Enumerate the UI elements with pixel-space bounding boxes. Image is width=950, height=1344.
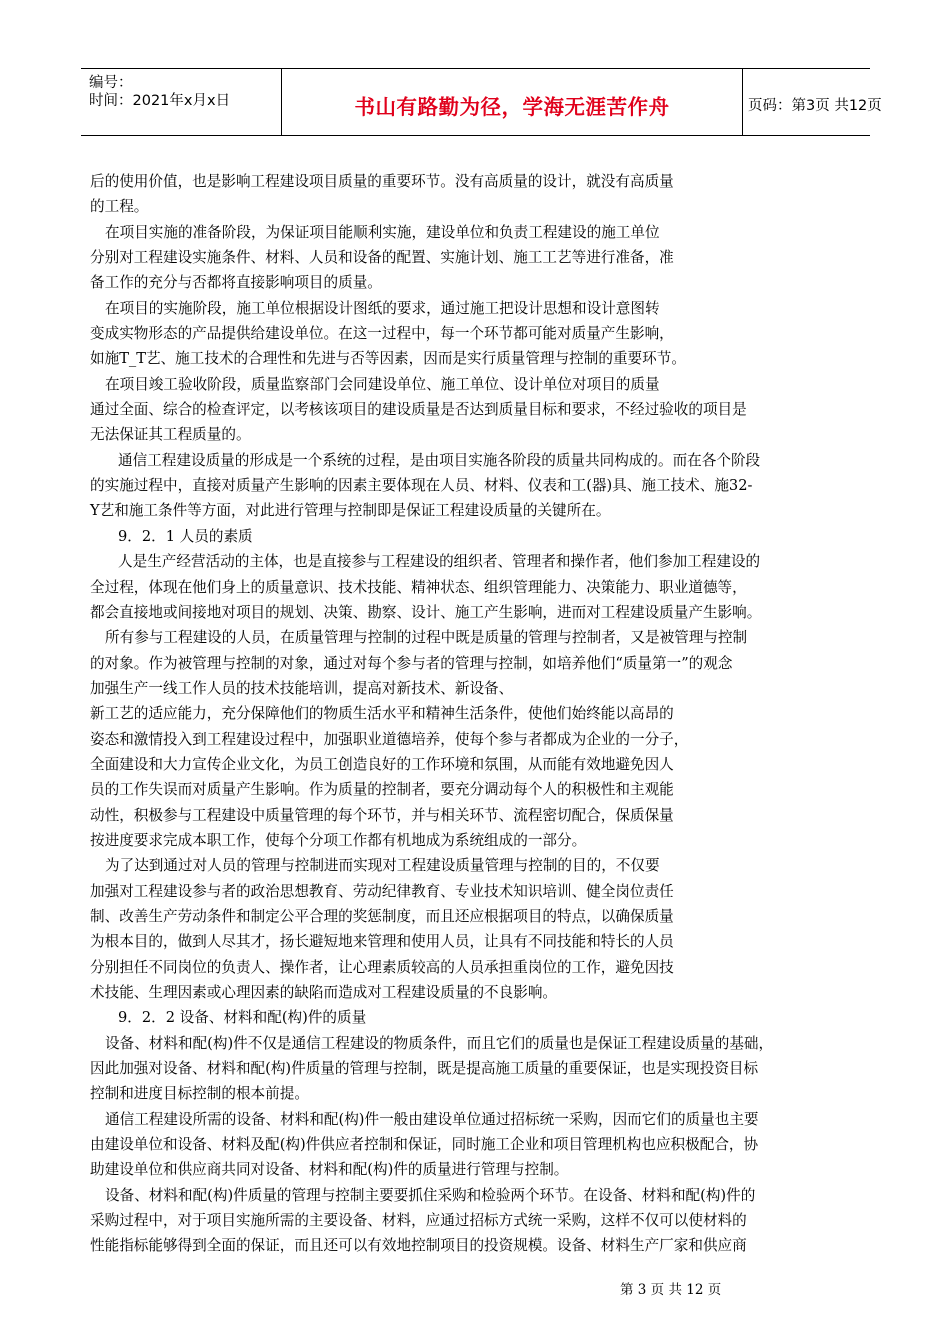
text-line: 的对象。作为被管理与控制的对象，通过对每个参与者的管理与控制，如培养他们“质量第一”的观念: [90, 654, 733, 672]
text-line: 控制和进度目标控制的根本前提。: [90, 1085, 309, 1103]
text-line: 加强生产一线工作人员的技术技能培训，提高对新技术、新设备、: [90, 679, 514, 697]
text-line: 助建设单位和供应商共同对设备、材料和配(构)件的质量进行管理与控制。: [90, 1161, 569, 1179]
page-header: [81, 68, 882, 136]
text-line: 在项目竣工验收阶段，质量监察部门会同建设单位、施工单位、设计单位对项目的质量: [105, 375, 660, 393]
section-heading: 9．2．2 设备、材料和配(构)件的质量: [118, 1009, 367, 1027]
text-line: 所有参与工程建设的人员，在质量管理与控制的过程中既是质量的管理与控制者，又是被管理与控制: [105, 629, 748, 647]
header-motto: 书山有路勤为径，学海无涯苦作舟: [354, 95, 670, 119]
page-footer: 第 3 页 共 12 页: [620, 1282, 722, 1298]
text-line: 通过全面、综合的检查评定，以考核该项目的建设质量是否达到质量目标和要求，不经过验收的项目是: [90, 401, 747, 419]
text-line: 人是生产经营活动的主体，也是直接参与工程建设的组织者、管理者和操作者，他们参加工程建设的: [118, 553, 761, 571]
text-line: 新工艺的适应能力，充分保障他们的物质生活水平和精神生活条件，使他们始终能以高昂的: [90, 705, 674, 723]
text-line: 由建设单位和设备、材料及配(构)件供应者控制和保证，同时施工企业和项目管理机构也应积极配合，协: [90, 1136, 759, 1154]
text-line: 术技能、生理因素或心理因素的缺陷而造成对工程建设质量的不良影响。: [90, 984, 558, 1001]
text-line: 的工程。: [90, 198, 149, 216]
header-page-info: 页码：第3页 共12页: [748, 98, 882, 114]
header-meta-cell: [81, 69, 281, 135]
text-line: 姿态和激情投入到工程建设过程中，加强职业道德培养，使每个参与者都成为企业的一分子，: [90, 730, 689, 748]
document-body: [90, 169, 870, 1259]
text-line: 按进度要求完成本职工作，使每个分项工作都有机地成为系统组成的一部分。: [90, 831, 587, 849]
text-line: 为了达到通过对人员的管理与控制进而实现对工程建设质量管理与控制的目的，不仅要: [105, 857, 660, 875]
text-line: 采购过程中，对于项目实施所需的主要设备、材料，应通过招标方式统一采购，这样不仅可以使材料的: [90, 1212, 747, 1230]
text-line: 动性，积极参与工程建设中质量管理的每个环节，并与相关环节、流程密切配合，保质保量: [90, 806, 674, 824]
text-line: 后的使用价值，也是影响工程建设项目质量的重要环节。没有高质量的设计，就没有高质量: [90, 173, 674, 190]
text-line: 备工作的充分与否都将直接影响项目的质量。: [90, 274, 382, 292]
text-line: 性能指标能够得到全面的保证，而且还可以有效地控制项目的投资规模。设备、材料生产厂家和供应商: [90, 1237, 747, 1255]
text-line: 设备、材料和配(构)件不仅是通信工程建设的物质条件，而且它们的质量也是保证工程建设质量的基础，: [105, 1034, 774, 1052]
header-page-cell: [742, 69, 882, 135]
section-heading: 9．2．1 人员的素质: [118, 527, 253, 545]
text-line: 加强对工程建设参与者的政治思想教育、劳动纪律教育、专业技术知识培训、健全岗位责任: [90, 882, 674, 900]
text-line: 为根本目的，做到人尽其才，扬长避短地来管理和使用人员，让具有不同技能和特长的人员: [90, 933, 674, 951]
document-time-label: 时间：2021年x月x日: [89, 93, 231, 109]
text-line: 分别担任不同岗位的负责人、操作者，让心理素质较高的人员承担重岗位的工作，避免因技: [90, 958, 674, 976]
text-line: Y艺和施工条件等方面，对此进行管理与控制即是保证工程建设质量的关键所在。: [90, 502, 611, 520]
text-line: 员的工作失误而对质量产生影响。作为质量的控制者，要充分调动每个人的积极性和主观能: [90, 781, 674, 799]
text-line: 全过程，体现在他们身上的质量意识、技术技能、精神状态、组织管理能力、决策能力、职业道德等，: [90, 578, 747, 596]
text-line: 在项目的实施阶段，施工单位根据设计图纸的要求，通过施工把设计思想和设计意图转: [105, 299, 660, 317]
text-line: 通信工程建设所需的设备、材料和配(构)件一般由建设单位通过招标统一采购，因而它们的质量也主要: [105, 1110, 759, 1128]
header-motto-cell: [281, 69, 743, 135]
text-line: 变成实物形态的产品提供给建设单位。在这一过程中，每一个环节都可能对质量产生影响，: [90, 325, 674, 343]
text-line: 因此加强对设备、材料和配(构)件质量的管理与控制，既是提高施工质量的重要保证，也是实现投资目标: [90, 1060, 759, 1078]
text-line: 的实施过程中，直接对质量产生影响的因素主要体现在人员、材料、仪表和工(器)具、施工技术、施32-: [90, 477, 753, 495]
text-line: 在项目实施的准备阶段，为保证项目能顺利实施，建设单位和负责工程建设的施工单位: [105, 223, 660, 241]
text-line: 全面建设和大力宣传企业文化，为员工创造良好的工作环境和氛围，从而能有效地避免因人: [90, 755, 674, 773]
text-line: 无法保证其工程质量的。: [90, 426, 251, 444]
text-line: 通信工程建设质量的形成是一个系统的过程，是由项目实施各阶段的质量共同构成的。而在各个阶段: [118, 451, 761, 469]
text-line: 如施T_T艺、施工技术的合理性和先进与否等因素，因而是实行质量管理与控制的重要环节。: [90, 350, 686, 368]
text-line: 设备、材料和配(构)件质量的管理与控制主要要抓住采购和检验两个环节。在设备、材料和配(构)件的: [105, 1186, 756, 1204]
text-line: 分别对工程建设实施条件、材料、人员和设备的配置、实施计划、施工工艺等进行准备，准: [90, 249, 674, 267]
text-line: 都会直接地或间接地对项目的规划、决策、勘察、设计、施工产生影响，进而对工程建设质量产生影响。: [90, 603, 762, 621]
text-line: 制、改善生产劳动条件和制定公平合理的奖惩制度，而且还应根据项目的特点，以确保质量: [90, 907, 674, 925]
document-number-label: 编号：: [89, 75, 133, 91]
